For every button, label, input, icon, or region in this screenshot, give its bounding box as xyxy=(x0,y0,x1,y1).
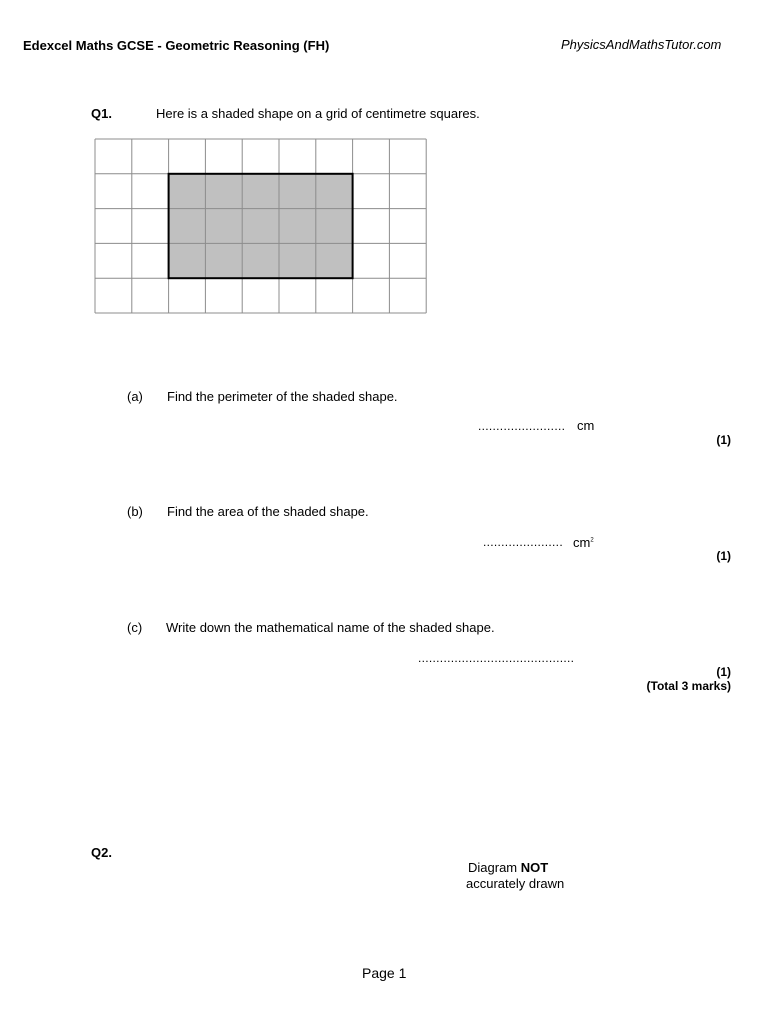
document-title: Edexcel Maths GCSE - Geometric Reasoning (FH) xyxy=(23,38,330,53)
page-number: Page 1 xyxy=(362,965,407,981)
part-c-label: (c) xyxy=(127,620,143,635)
question-1-total-marks: (Total 3 marks) xyxy=(646,679,731,693)
part-c-marks: (1) xyxy=(716,665,731,679)
part-b-label: (b) xyxy=(127,504,143,519)
diagram-note-line-1 xyxy=(468,860,548,875)
part-a-marks: (1) xyxy=(716,433,731,447)
diagram-note-emphasis: NOT xyxy=(520,860,549,875)
shaded-shape-fill xyxy=(169,174,353,278)
question-2-number: Q2. xyxy=(91,845,112,860)
part-c-question: Write down the mathematical name of the shaded shape. xyxy=(166,620,495,635)
part-a-label: (a) xyxy=(127,389,143,404)
part-a-unit: cm xyxy=(577,418,595,433)
question-1-number: Q1. xyxy=(91,106,112,121)
source-website: PhysicsAndMathsTutor.com xyxy=(561,37,722,52)
part-b-unit-text: cm xyxy=(573,535,591,550)
diagram-note-prefix: Diagram xyxy=(468,860,521,875)
diagram-note-line-2: accurately drawn xyxy=(466,876,565,891)
part-c-answer-line: ........................................... xyxy=(418,651,575,665)
part-b-answer-line: ...................... xyxy=(483,535,563,549)
question-1-intro: Here is a shaded shape on a grid of centimetre squares. xyxy=(156,106,480,121)
part-b-marks: (1) xyxy=(716,549,731,563)
part-b-unit xyxy=(573,535,594,550)
part-b-question: Find the area of the shaded shape. xyxy=(167,504,369,519)
part-b-unit-superscript: 2 xyxy=(590,537,594,544)
part-a-question: Find the perimeter of the shaded shape. xyxy=(167,389,398,404)
part-a-answer-line: ........................ xyxy=(478,419,566,433)
centimetre-grid xyxy=(94,138,428,314)
